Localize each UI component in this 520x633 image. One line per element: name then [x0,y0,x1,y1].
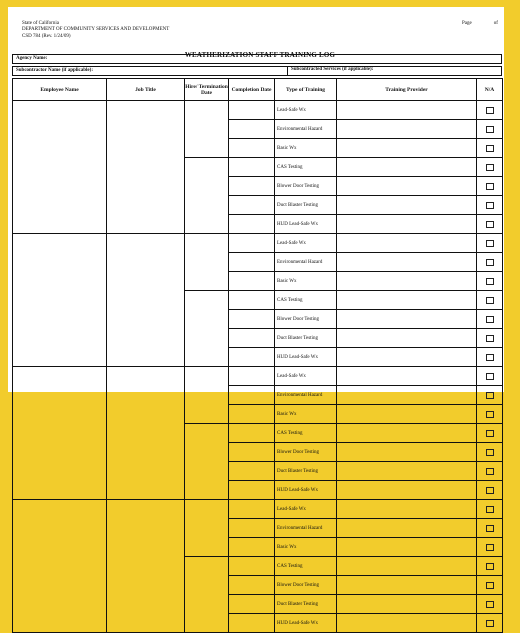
form-header [22,21,169,40]
training-type-cell: Basic Wx [275,272,337,291]
na-checkbox[interactable] [486,525,494,532]
training-provider-cell[interactable] [337,253,477,272]
training-provider-cell[interactable] [337,120,477,139]
training-type-cell: HUD Lead-Safe Wx [275,348,337,367]
training-type-cell: Basic Wx [275,139,337,158]
na-cell [477,177,503,196]
na-cell [477,367,503,386]
training-type-cell: Environmental Hazard [275,120,337,139]
na-checkbox[interactable] [486,601,494,608]
training-provider-cell[interactable] [337,462,477,481]
termination-date-cell[interactable] [185,291,229,367]
completion-date-cell[interactable] [229,576,275,595]
na-checkbox[interactable] [486,563,494,570]
completion-date-cell[interactable] [229,614,275,633]
table-body [13,101,503,633]
training-provider-cell[interactable] [337,367,477,386]
subcontractor-label: Subcontractor Name (if applicable): [16,68,93,73]
training-provider-cell[interactable] [337,481,477,500]
job-title-cell[interactable] [107,500,185,633]
completion-date-cell[interactable] [229,557,275,576]
training-type-cell: Blower Door Testing [275,310,337,329]
completion-date-cell[interactable] [229,595,275,614]
training-provider-cell[interactable] [337,329,477,348]
completion-date-cell[interactable] [229,177,275,196]
na-cell [477,557,503,576]
table-row [13,101,503,120]
training-provider-cell[interactable] [337,443,477,462]
training-provider-cell[interactable] [337,405,477,424]
na-checkbox[interactable] [486,506,494,513]
na-checkbox[interactable] [486,316,494,323]
training-provider-cell[interactable] [337,234,477,253]
na-checkbox[interactable] [486,278,494,285]
training-provider-cell[interactable] [337,538,477,557]
na-checkbox[interactable] [486,373,494,380]
training-type-cell: Environmental Hazard [275,386,337,405]
hire-date-cell[interactable] [185,367,229,424]
training-type-cell: Environmental Hazard [275,519,337,538]
na-cell [477,101,503,120]
na-checkbox[interactable] [486,164,494,171]
na-cell [477,443,503,462]
training-type-cell: Duct Blaster Testing [275,196,337,215]
completion-date-cell[interactable] [229,500,275,519]
na-checkbox[interactable] [486,183,494,190]
training-type-cell: Basic Wx [275,538,337,557]
employee-name-cell[interactable] [13,367,107,500]
col-completion-date: Completion Date [229,79,275,101]
page-number [462,21,520,26]
col-training-provider: Training Provider [337,79,477,101]
na-cell [477,234,503,253]
na-checkbox[interactable] [486,107,494,114]
na-cell [477,424,503,443]
completion-date-cell[interactable] [229,329,275,348]
training-provider-cell[interactable] [337,386,477,405]
termination-date-cell[interactable] [185,158,229,234]
training-type-cell: HUD Lead-Safe Wx [275,215,337,234]
na-cell [477,405,503,424]
na-checkbox[interactable] [486,430,494,437]
na-cell [477,196,503,215]
completion-date-cell[interactable] [229,310,275,329]
col-na: N/A [477,79,503,101]
table-row [13,234,503,253]
na-cell [477,329,503,348]
na-checkbox[interactable] [486,392,494,399]
training-type-cell: CAS Testing [275,291,337,310]
termination-date-cell[interactable] [185,557,229,633]
completion-date-cell[interactable] [229,158,275,177]
completion-date-cell[interactable] [229,519,275,538]
training-provider-cell[interactable] [337,215,477,234]
table-row [13,367,503,386]
na-cell [477,614,503,633]
na-checkbox[interactable] [486,582,494,589]
training-provider-cell[interactable] [337,576,477,595]
completion-date-cell[interactable] [229,101,275,120]
training-type-cell: Duct Blaster Testing [275,329,337,348]
na-cell [477,348,503,367]
completion-date-cell[interactable] [229,272,275,291]
completion-date-cell[interactable] [229,386,275,405]
subcontracted-services-label: Subcontracted Services (if applicable): [287,67,373,75]
termination-date-cell[interactable] [185,424,229,500]
training-provider-cell[interactable] [337,139,477,158]
col-hire-termination-date: Hire/ Termination Date [185,79,229,101]
na-cell [477,253,503,272]
na-checkbox[interactable] [486,487,494,494]
na-checkbox[interactable] [486,620,494,627]
na-cell [477,272,503,291]
completion-date-cell[interactable] [229,196,275,215]
completion-date-cell[interactable] [229,253,275,272]
training-provider-cell[interactable] [337,291,477,310]
completion-date-cell[interactable] [229,424,275,443]
training-provider-cell[interactable] [337,614,477,633]
page-label: Page [462,21,472,26]
completion-date-cell[interactable] [229,291,275,310]
training-provider-cell[interactable] [337,500,477,519]
completion-date-cell[interactable] [229,215,275,234]
training-type-cell: Blower Door Testing [275,576,337,595]
training-provider-cell[interactable] [337,272,477,291]
na-checkbox[interactable] [486,449,494,456]
training-provider-cell[interactable] [337,557,477,576]
na-checkbox[interactable] [486,335,494,342]
training-provider-cell[interactable] [337,519,477,538]
completion-date-cell[interactable] [229,481,275,500]
state-name: State of California [22,21,59,26]
na-checkbox[interactable] [486,126,494,133]
of-label: of [493,21,498,26]
na-checkbox[interactable] [486,221,494,228]
training-type-cell: HUD Lead-Safe Wx [275,614,337,633]
training-type-cell: Blower Door Testing [275,443,337,462]
na-cell [477,291,503,310]
training-type-cell: Duct Blaster Testing [275,595,337,614]
job-title-cell[interactable] [107,367,185,500]
training-type-cell: Lead-Safe Wx [275,234,337,253]
page-title: WEATHERIZATION STAFF TRAINING LOG [184,51,336,59]
na-checkbox[interactable] [486,411,494,418]
training-provider-cell[interactable] [337,310,477,329]
na-checkbox[interactable] [486,259,494,266]
training-type-cell: Blower Door Testing [275,177,337,196]
hire-date-cell[interactable] [185,500,229,557]
training-log-table [12,78,503,633]
na-cell [477,310,503,329]
training-provider-cell[interactable] [337,196,477,215]
training-type-cell: Basic Wx [275,405,337,424]
employee-name-cell[interactable] [13,101,107,234]
training-provider-cell[interactable] [337,177,477,196]
training-type-cell: Lead-Safe Wx [275,101,337,120]
department-name: DEPARTMENT OF COMMUNITY SERVICES AND DEVELOPMENT [22,27,170,33]
agency-label: Agency Name: [16,56,48,61]
job-title-cell[interactable] [107,101,185,234]
na-cell [477,576,503,595]
completion-date-cell[interactable] [229,538,275,557]
table-header-row [13,79,503,101]
completion-date-cell[interactable] [229,443,275,462]
training-type-cell: Lead-Safe Wx [275,500,337,519]
col-employee-name: Employee Name [13,79,107,101]
completion-date-cell[interactable] [229,367,275,386]
completion-date-cell[interactable] [229,348,275,367]
training-type-cell: CAS Testing [275,557,337,576]
job-title-cell[interactable] [107,234,185,367]
completion-date-cell[interactable] [229,120,275,139]
na-cell [477,158,503,177]
training-provider-cell[interactable] [337,158,477,177]
training-type-cell: Environmental Hazard [275,253,337,272]
na-checkbox[interactable] [486,544,494,551]
na-cell [477,538,503,557]
na-checkbox[interactable] [486,297,494,304]
na-cell [477,215,503,234]
training-type-cell: HUD Lead-Safe Wx [275,481,337,500]
subcontractor-row [12,66,502,76]
na-cell [477,595,503,614]
employee-name-cell[interactable] [13,234,107,367]
na-checkbox[interactable] [486,202,494,209]
training-provider-cell[interactable] [337,424,477,443]
col-type-of-training: Type of Training [275,79,337,101]
completion-date-cell[interactable] [229,139,275,158]
employee-name-cell[interactable] [13,500,107,633]
hire-date-cell[interactable] [185,101,229,158]
na-checkbox[interactable] [486,240,494,247]
col-job-title: Job Title [107,79,185,101]
table-row [13,500,503,519]
form-id: CSD 784 (Rev. 1/24/09) [22,33,71,39]
na-cell [477,386,503,405]
na-checkbox[interactable] [486,354,494,361]
na-cell [477,120,503,139]
training-type-cell: CAS Testing [275,424,337,443]
completion-date-cell[interactable] [229,234,275,253]
completion-date-cell[interactable] [229,405,275,424]
na-cell [477,500,503,519]
na-cell [477,481,503,500]
training-provider-cell[interactable] [337,595,477,614]
training-type-cell: Duct Blaster Testing [275,462,337,481]
na-cell [477,519,503,538]
na-cell [477,139,503,158]
training-type-cell: CAS Testing [275,158,337,177]
agency-name-field[interactable] [12,54,502,64]
training-provider-cell[interactable] [337,101,477,120]
na-cell [477,462,503,481]
na-checkbox[interactable] [486,468,494,475]
na-checkbox[interactable] [486,145,494,152]
hire-date-cell[interactable] [185,234,229,291]
training-provider-cell[interactable] [337,348,477,367]
completion-date-cell[interactable] [229,462,275,481]
training-type-cell: Lead-Safe Wx [275,367,337,386]
